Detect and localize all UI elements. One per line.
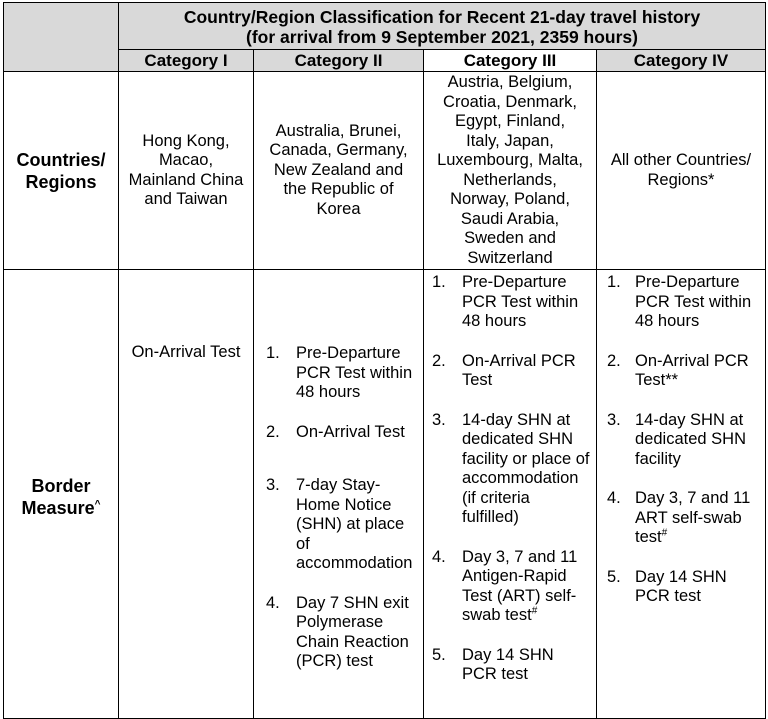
table-title-line1: Country/Region Classification for Recent 21-day travel history (183, 7, 701, 27)
category-header-1: Category I (119, 50, 254, 72)
measure-item (432, 352, 590, 391)
measure-item (607, 489, 759, 548)
measure-item (607, 273, 759, 332)
measure-item-text: 14-day SHN at dedicated SHN facility or place of accommodation (if criteria fulfilled) (462, 410, 590, 526)
measure-item-text: Pre-Departure PCR Test within 48 hours (462, 273, 579, 330)
row-label-border-measure (4, 270, 119, 719)
measure-item-text: Pre-Departure PCR Test within 48 hours (635, 273, 752, 330)
border-measure-label: Border Measure (21, 476, 95, 518)
measure-list-category-3 (424, 270, 596, 685)
measure-item (607, 352, 759, 391)
countries-category-2: Australia, Brunei, Canada, Germany, New Zealand and the Republic of Korea (254, 72, 424, 270)
travel-classification-table (3, 2, 766, 719)
measure-item-text: Pre-Departure PCR Test within 48 hours (296, 344, 413, 401)
measure-item (266, 423, 417, 443)
measure-item-text: Day 3, 7 and 11 Antigen-Rapid Test (ART) self-swab test# (462, 547, 578, 624)
measure-item (432, 646, 590, 685)
category-header-2: Category II (254, 50, 424, 72)
measure-item (266, 344, 417, 403)
category-header-3: Category III (424, 50, 597, 72)
measure-item-number: 2. (266, 422, 280, 441)
measure-item (266, 476, 417, 574)
measure-item-number: 1. (607, 273, 621, 291)
border-measure-footnote-mark: ^ (94, 499, 101, 510)
measure-item (607, 568, 759, 607)
measure-item-text: Day 14 SHN PCR test (635, 567, 727, 605)
measure-item-text: Day 7 SHN exit Polymerase Chain Reaction (PCR) test (296, 593, 409, 670)
measure-item-number: 5. (432, 645, 446, 664)
category-header-4: Category IV (597, 50, 766, 72)
measure-item-text: On-Arrival PCR Test** (635, 351, 749, 389)
measure-item-number: 4. (607, 489, 621, 507)
measure-item-number: 3. (607, 410, 621, 429)
measure-item-number: 4. (266, 593, 280, 612)
footnote-mark: # (531, 605, 538, 617)
footnote-mark: # (661, 527, 668, 539)
measure-category-4 (597, 270, 766, 719)
measure-category-1 (119, 270, 254, 719)
measure-item-number: 5. (607, 567, 621, 586)
measure-category-3 (424, 270, 597, 719)
row-label-countries: Countries/ Regions (4, 72, 119, 270)
measure-item-text: 14-day SHN at dedicated SHN facility (635, 410, 746, 468)
measure-item-number: 2. (432, 351, 446, 370)
measure-item-number: 3. (266, 476, 280, 494)
measure-item-number: 1. (432, 273, 446, 291)
measure-item (607, 411, 759, 470)
measure-item-text: 7-day Stay-Home Notice (SHN) at place of accommodation (296, 476, 413, 572)
measure-item (266, 594, 417, 672)
table-title-line2: (for arrival from 9 September 2021, 2359 hours) (246, 27, 638, 47)
countries-category-1: Hong Kong, Macao, Mainland China and Taiwan (119, 72, 254, 270)
measure-item-text: Day 3, 7 and 11 ART self-swab test# (635, 489, 751, 546)
measure-list-category-4 (597, 270, 765, 607)
countries-category-4: All other Countries/ Regions* (597, 72, 766, 270)
measure-list-category-2 (254, 270, 423, 672)
measure-item-number: 2. (607, 351, 621, 370)
measure-item-number: 4. (432, 547, 446, 566)
measure-item-number: 3. (432, 410, 446, 429)
measure-item (432, 548, 590, 626)
table-title (119, 3, 766, 50)
measure-item (432, 273, 590, 332)
countries-category-3: Austria, Belgium, Croatia, Denmark, Egypt, Finland, Italy, Japan, Luxembourg, Malta, Netherlands, Norway, Poland, Saudi Arabia, Sweden and Switzerland (424, 72, 597, 270)
measure-item-text: On-Arrival PCR Test (462, 351, 576, 389)
measure-item-text: Day 14 SHN PCR test (462, 645, 554, 683)
measure-category-1-text: On-Arrival Test (131, 343, 241, 361)
corner-cell (4, 3, 119, 72)
measure-item-number: 1. (266, 344, 280, 362)
measure-item-text: On-Arrival Test (296, 422, 405, 441)
measure-item (432, 411, 590, 528)
measure-category-2 (254, 270, 424, 719)
